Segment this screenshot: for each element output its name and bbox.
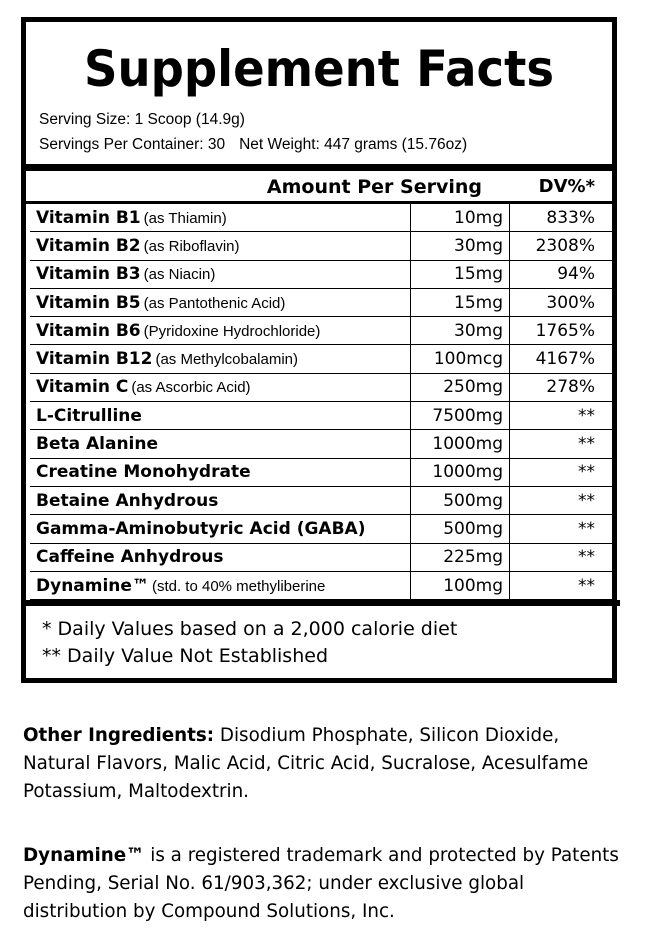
table-row (30, 486, 613, 514)
nutrient-amount: 1000mg (411, 430, 510, 458)
table-header (26, 172, 612, 202)
nutrient-amount: 10mg (411, 204, 510, 232)
nutrient-dv: ** (510, 486, 614, 514)
footnote-daily-values: * Daily Values based on a 2,000 calorie diet (42, 618, 458, 640)
nutrient-name: Gamma-Aminobutyric Acid (GABA) (36, 518, 366, 539)
serving-size: Serving Size: 1 Scoop (14.9g) (39, 111, 245, 128)
footnote-not-established: ** Daily Value Not Established (42, 645, 329, 667)
nutrient-name: Vitamin B6 (36, 320, 141, 341)
nutrient-name: Betaine Anhydrous (36, 490, 219, 511)
nutrient-dv: ** (510, 571, 614, 599)
other-ingredients-label: Other Ingredients: (23, 725, 215, 746)
nutrient-name: Vitamin C (36, 377, 129, 398)
nutrient-name: L-Citrulline (36, 405, 142, 426)
nutrient-name: Vitamin B12 (36, 349, 153, 370)
table-row (30, 515, 613, 543)
nutrient-source: (std. to 40% methyliberine (151, 577, 326, 595)
nutrient-source: (as Pantothenic Acid) (143, 294, 286, 312)
nutrient-dv: 1765% (510, 317, 614, 345)
nutrient-dv: ** (510, 458, 614, 486)
table-row (30, 317, 613, 345)
net-weight: Net Weight: 447 grams (15.76oz) (239, 136, 468, 153)
nutrient-amount: 1000mg (411, 458, 510, 486)
bottom-divider (26, 600, 620, 606)
nutrient-name: Caffeine Anhydrous (36, 547, 224, 568)
nutrient-source: (as Niacin) (143, 266, 216, 284)
nutrient-name-cell (30, 458, 411, 486)
nutrient-name-cell (30, 317, 411, 345)
nutrient-dv: 300% (510, 288, 614, 316)
nutrient-dv: 94% (510, 260, 614, 288)
nutrient-amount: 30mg (411, 317, 510, 345)
servings-per-container: Servings Per Container: 30 (39, 136, 226, 153)
nutrient-name-cell (30, 204, 411, 232)
nutrient-name-cell (30, 402, 411, 430)
nutrient-dv: ** (510, 543, 614, 571)
table-row (30, 543, 613, 571)
nutrient-dv: 278% (510, 373, 614, 401)
nutrient-table (30, 204, 613, 600)
nutrient-amount: 15mg (411, 260, 510, 288)
table-row (30, 458, 613, 486)
nutrient-dv: 833% (510, 204, 614, 232)
nutrient-dv: 2308% (510, 232, 614, 260)
nutrient-source: (as Riboflavin) (143, 237, 240, 255)
table-row (30, 373, 613, 401)
trademark-label: Dynamine™ (23, 845, 145, 866)
table-row (30, 288, 613, 316)
nutrient-source: (as Methylcobalamin) (155, 351, 299, 369)
supplement-facts-panel (21, 17, 617, 683)
nutrient-source: (as Ascorbic Acid) (131, 379, 251, 397)
nutrient-amount: 15mg (411, 288, 510, 316)
nutrient-dv: ** (510, 515, 614, 543)
nutrient-name-cell (30, 430, 411, 458)
nutrient-name-cell (30, 543, 411, 571)
nutrient-amount: 500mg (411, 515, 510, 543)
nutrient-dv: ** (510, 402, 614, 430)
other-ingredients (23, 722, 623, 806)
table-row (30, 402, 613, 430)
nutrient-name-cell (30, 288, 411, 316)
nutrient-amount: 100mg (411, 571, 510, 599)
nutrient-name: Creatine Monohydrate (36, 462, 251, 483)
nutrient-name: Vitamin B5 (36, 292, 141, 313)
panel-title: Supplement Facts (83, 40, 555, 98)
table-row (30, 204, 613, 232)
nutrient-name-cell (30, 486, 411, 514)
nutrient-name-cell (30, 260, 411, 288)
servings-line (39, 135, 467, 155)
nutrient-dv: ** (510, 430, 614, 458)
nutrient-name: Vitamin B1 (36, 207, 141, 228)
nutrient-source: (Pyridoxine Hydrochloride) (143, 322, 321, 340)
nutrient-amount: 225mg (411, 543, 510, 571)
table-row (30, 232, 613, 260)
table-row (30, 571, 613, 599)
nutrient-amount: 30mg (411, 232, 510, 260)
nutrient-amount: 100mcg (411, 345, 510, 373)
nutrient-name: Beta Alanine (36, 434, 159, 455)
nutrient-dv: 4167% (510, 345, 614, 373)
header-amount: Amount Per Serving (266, 176, 482, 198)
nutrient-name-cell (30, 232, 411, 260)
table-row (30, 260, 613, 288)
other-ingredients-text: Disodium Phosphate, Silicon Dioxide, Natural Flavors, Malic Acid, Citric Acid, Sucralose, Acesulfame Potassium, Maltodextrin. (23, 725, 589, 802)
trademark-notice (23, 842, 623, 926)
table-row (30, 345, 613, 373)
nutrient-amount: 250mg (411, 373, 510, 401)
nutrient-name: Dynamine™ (36, 575, 149, 596)
nutrient-name-cell (30, 345, 411, 373)
nutrient-amount: 500mg (411, 486, 510, 514)
nutrient-name-cell (30, 373, 411, 401)
nutrient-source: (as Thiamin) (143, 209, 227, 227)
nutrient-amount: 7500mg (411, 402, 510, 430)
trademark-text: is a registered trademark and protected by Patents Pending, Serial No. 61/903,362; under exclusive global distribution by Compound Solutions, Inc. (23, 845, 619, 922)
nutrient-name-cell (30, 571, 411, 599)
nutrient-name: Vitamin B2 (36, 235, 141, 256)
table-row (30, 430, 613, 458)
header-dv: DV%* (538, 176, 595, 197)
nutrient-name-cell (30, 515, 411, 543)
nutrient-name: Vitamin B3 (36, 264, 141, 285)
thick-divider (26, 164, 612, 171)
